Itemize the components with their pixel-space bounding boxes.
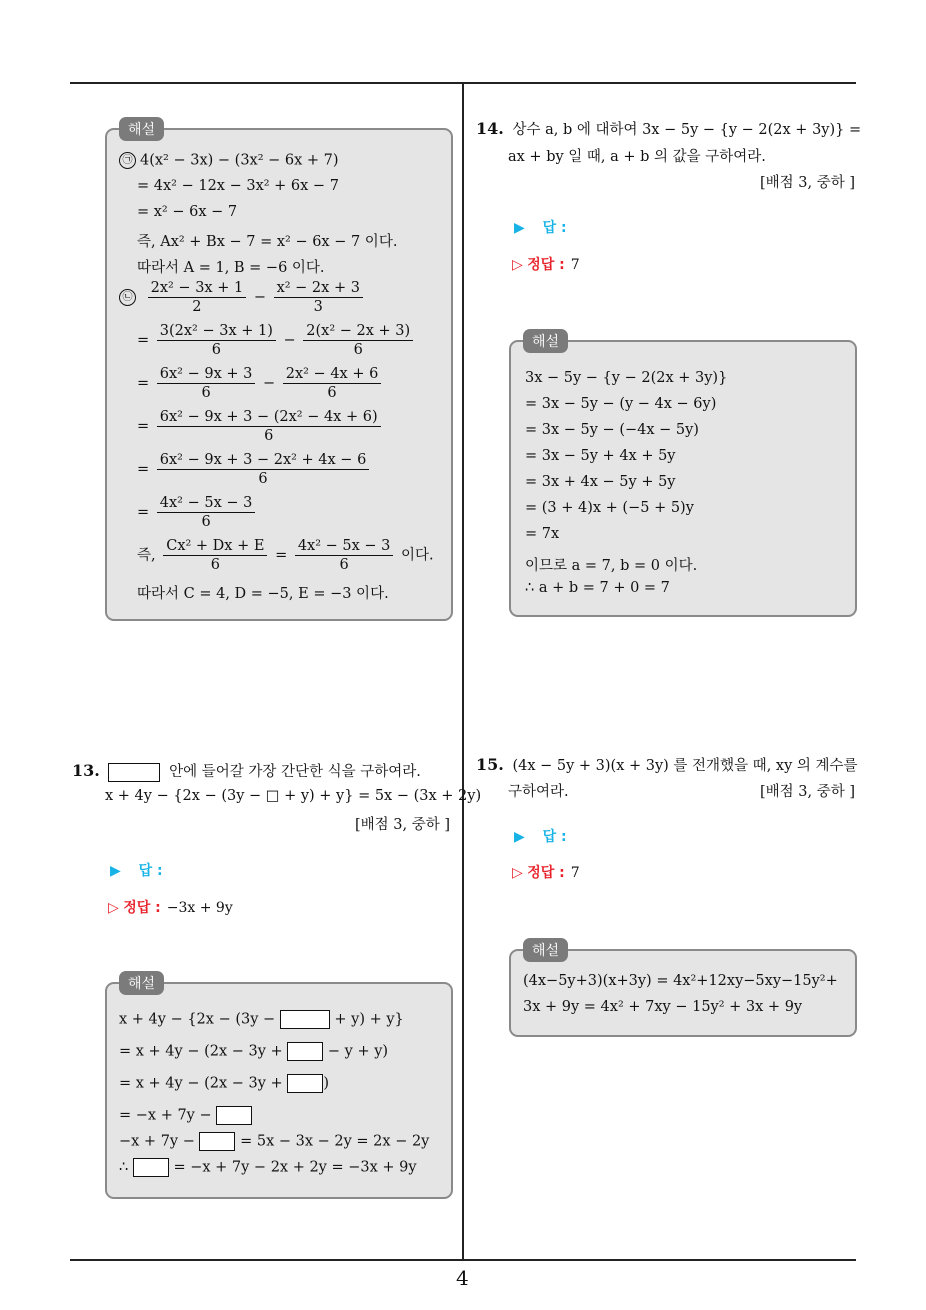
question-14-meta: [배점 3, 중하 ] (760, 175, 856, 191)
correct-answer-q15: ▷ 정답 : 7 (512, 865, 580, 881)
solution-line: −x + 7y − = 5x − 3x − 2y = 2x − 2y (119, 1133, 430, 1150)
solution-frac-line: = $\frac{\text{6x² − 9x + 3 − 2x² + 4x − 6}}{6}$ (137, 452, 372, 487)
question-13-equation: x + 4y − {2x − (3y − □ + y) + y} = 5x − (3x + 2y) (105, 788, 482, 804)
outline-triangle-icon: ▷ (512, 257, 523, 273)
solution-line: = −x + 7y − (119, 1106, 252, 1125)
question-13-meta: [배점 3, 중하 ] (355, 817, 451, 833)
solution-line: = 7x (525, 526, 560, 542)
circled-marker: ㉡ (119, 289, 136, 306)
question-14-text: ax + by 일 때, a + b 의 값을 구하여라. (508, 149, 766, 165)
solution-tag: 해설 (523, 938, 568, 962)
solution-box-q12 (105, 122, 453, 621)
solution-box-q14 (509, 334, 857, 617)
outline-triangle-icon: ▷ (512, 865, 523, 881)
circled-marker: ㉠ (119, 152, 136, 169)
solution-line: ㉠ 4(x² − 3x) − (3x² − 6x + 7) (119, 152, 339, 169)
answer-input-q14[interactable]: ▶ 답 : (514, 220, 567, 236)
solution-line: = x² − 6x − 7 (137, 204, 238, 220)
solution-line: 따라서 A = 1, B = −6 이다. (137, 260, 325, 276)
blank-box (287, 1042, 323, 1061)
answer-blank-box (108, 763, 160, 782)
solution-line: (4x−5y+3)(x+3y) = 4x²+12xy−5xy−15y²+ (523, 973, 838, 989)
question-text: 상수 a, b 에 대하여 3x − 5y − {y − 2(2x + 3y)} = (512, 122, 862, 138)
solution-box-q15 (509, 943, 857, 1037)
solution-line: ∴ = −x + 7y − 2x + 2y = −3x + 9y (119, 1159, 417, 1176)
question-13 (72, 760, 421, 782)
solution-line: = (3 + 4)x + (−5 + 5)y (525, 500, 694, 516)
solution-frac-line: ㉡ $\frac{\text{2x² − 3x + 1}}{2}$ − $\frac{\text{x² − 2x + 3}}{3}$ (119, 280, 366, 315)
solution-line: 따라서 C = 4, D = −5, E = −3 이다. (137, 586, 389, 602)
solution-frac-line: = $\frac{\text{4x² − 5x − 3}}{6}$ (137, 495, 258, 530)
blank-box (133, 1158, 169, 1177)
solution-frac-line: = $\frac{\text{6x² − 9x + 3}}{6}$ − $\frac{\text{2x² − 4x + 6}}{6}$ (137, 366, 384, 401)
bottom-rule (70, 1259, 856, 1261)
blank-box (216, 1106, 252, 1125)
solution-line: = 3x − 5y − (y − 4x − 6y) (525, 396, 717, 412)
solution-tag: 해설 (523, 329, 568, 353)
blank-box (287, 1074, 323, 1093)
solution-frac-line: = $\frac{\text{6x² − 9x + 3 − (2x² − 4x + 6)}}{6}$ (137, 409, 384, 444)
play-triangle-icon: ▶ (110, 863, 121, 879)
solution-line: 3x − 5y − {y − 2(2x + 3y)} (525, 370, 728, 386)
solution-frac-line: = $\frac{\text{3(2x² − 3x + 1)}}{6}$ − $\frac{\text{2(x² − 2x + 3)}}{6}$ (137, 323, 416, 358)
solution-line: = 3x − 5y − (−4x − 5y) (525, 422, 699, 438)
column-divider (462, 83, 464, 1260)
question-text: (4x − 5y + 3)(x + 3y) 를 전개했을 때, xy 의 계수를 (512, 758, 858, 774)
solution-line: = 3x − 5y + 4x + 5y (525, 448, 676, 464)
solution-line: 즉, Ax² + Bx − 7 = x² − 6x − 7 이다. (137, 234, 398, 250)
solution-tag: 해설 (119, 117, 164, 141)
solution-tag: 해설 (119, 971, 164, 995)
solution-line: = 3x + 4x − 5y + 5y (525, 474, 676, 490)
question-number: 15. (476, 755, 504, 774)
question-14 (476, 118, 861, 139)
page-number: 4 (456, 1266, 469, 1290)
solution-line: 3x + 9y = 4x² + 7xy − 15y² + 3x + 9y (523, 999, 803, 1015)
solution-frac-line: 즉, $\frac{\text{Cx² + Dx + E}}{6}$ = $\frac{\text{4x² − 5x − 3}}{6}$ 이다. (137, 538, 434, 573)
solution-line: ∴ a + b = 7 + 0 = 7 (525, 580, 670, 596)
question-15 (476, 754, 858, 775)
question-text: 안에 들어갈 가장 간단한 식을 구하여라. (169, 764, 421, 780)
correct-answer-q14: ▷ 정답 : 7 (512, 257, 580, 273)
question-15-meta: [배점 3, 중하 ] (760, 784, 856, 800)
answer-input-q15[interactable]: ▶ 답 : (514, 829, 567, 845)
blank-box (199, 1132, 235, 1151)
solution-line: = 4x² − 12x − 3x² + 6x − 7 (137, 178, 339, 194)
blank-box (280, 1010, 330, 1029)
outline-triangle-icon: ▷ (108, 900, 119, 916)
question-15-text: 구하여라. (508, 784, 569, 800)
solution-line: 이므로 a = 7, b = 0 이다. (525, 558, 698, 574)
answer-input-q13[interactable]: ▶ 답 : (110, 863, 163, 879)
correct-answer-q13: ▷ 정답 : −3x + 9y (108, 900, 233, 916)
play-triangle-icon: ▶ (514, 829, 525, 845)
play-triangle-icon: ▶ (514, 220, 525, 236)
question-number: 13. (72, 761, 100, 780)
solution-line: = x + 4y − (2x − 3y + ) (119, 1075, 329, 1092)
solution-line: = x + 4y − (2x − 3y + − y + y) (119, 1043, 389, 1060)
question-number: 14. (476, 119, 504, 138)
solution-line: x + 4y − {2x − (3y − + y) + y} (119, 1011, 404, 1028)
solution-box-q13 (105, 976, 453, 1199)
